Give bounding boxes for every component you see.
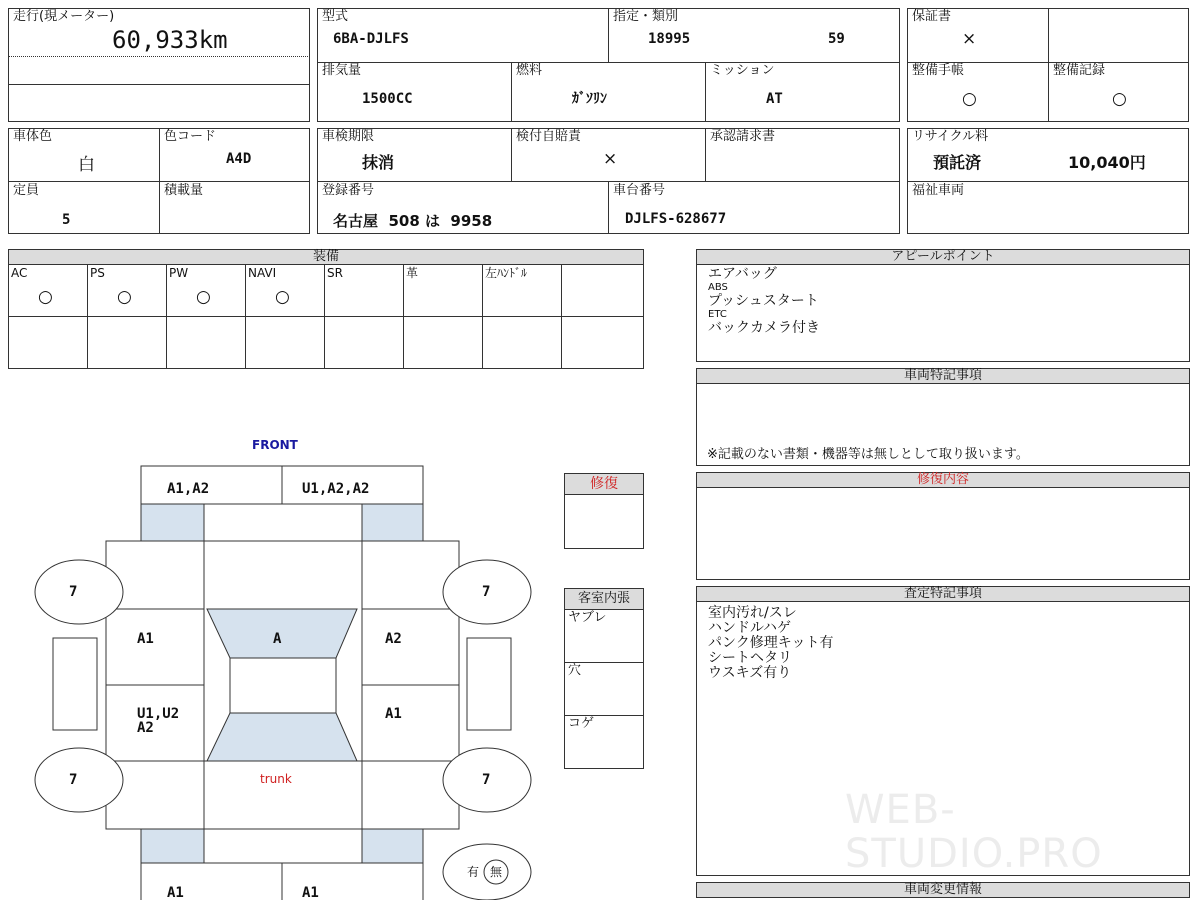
approval-label: 承認請求書 bbox=[710, 129, 776, 144]
displacement-label: 排気量 bbox=[322, 63, 362, 78]
color-code-label: 色コード bbox=[164, 129, 217, 144]
recycle-hline bbox=[907, 181, 1189, 182]
inspection-vline-3 bbox=[608, 181, 609, 234]
maintenance-book-value: ○ bbox=[962, 89, 977, 109]
chassis-value: DJLFS-628677 bbox=[625, 211, 727, 227]
tire-front-right-value: 7 bbox=[482, 584, 491, 600]
maintenance-book-label: 整備手帳 bbox=[912, 63, 965, 78]
left-front-door-damage: A1 bbox=[137, 631, 154, 647]
designation-label: 指定・類別 bbox=[613, 9, 679, 24]
appeal-item: ABS bbox=[708, 282, 728, 293]
equipment-col-divider bbox=[561, 264, 562, 369]
equipment-mark: ○ bbox=[117, 287, 132, 307]
trunk-label: trunk bbox=[260, 772, 292, 786]
mileage-value: 60,933km bbox=[112, 26, 228, 54]
interior-box bbox=[564, 609, 644, 769]
equipment-header: 装備 bbox=[8, 249, 644, 265]
recycle-amount: 10,040円 bbox=[1068, 153, 1146, 172]
equipment-label: NAVI bbox=[248, 266, 277, 280]
assessment-list bbox=[708, 606, 833, 681]
right-mirror bbox=[467, 638, 511, 730]
sunroof-yes: 有 bbox=[467, 865, 480, 879]
vehicle-notes-text: ※記載のない書類・機器等は無しとして取り扱います。 bbox=[707, 447, 1029, 462]
insurance-value: × bbox=[603, 149, 618, 169]
assessment-header: 査定特記事項 bbox=[696, 586, 1190, 602]
interior-row-hole: 穴 bbox=[568, 663, 582, 678]
watermark: WEB-STUDIO.PRO bbox=[845, 787, 1103, 877]
warranty-value: × bbox=[962, 29, 977, 49]
model-value: 6BA-DJLFS bbox=[333, 31, 409, 47]
inspection-value: 抹消 bbox=[362, 153, 395, 172]
appeal-item: ETC bbox=[708, 309, 727, 320]
warranty-label: 保証書 bbox=[912, 9, 952, 24]
equipment-mark: ○ bbox=[196, 287, 211, 307]
left-mirror bbox=[53, 638, 97, 730]
equipment-mark: ○ bbox=[38, 287, 53, 307]
rear-left-pillar bbox=[141, 829, 204, 863]
appeal-item: エアバッグ bbox=[708, 266, 777, 282]
left-rear-door-damage-2: A2 bbox=[137, 720, 154, 736]
left-rear-door-damage-1: U1,U2 bbox=[137, 706, 180, 722]
roof bbox=[230, 658, 336, 713]
registration-value: 名古屋 508 は 9958 bbox=[333, 212, 493, 230]
front-left-pillar bbox=[141, 504, 204, 541]
repair-content-box bbox=[696, 487, 1190, 580]
color-code-value: A4D bbox=[226, 151, 252, 167]
body-color-value: 白 bbox=[78, 155, 95, 175]
appeal-item: プッシュスタート bbox=[708, 293, 819, 309]
appeal-header: アピールポイント bbox=[696, 249, 1190, 265]
car-diagram bbox=[0, 0, 560, 900]
roof-damage: A bbox=[273, 631, 282, 647]
interior-row-burn: コゲ bbox=[568, 716, 595, 731]
transmission-label: ミッション bbox=[710, 63, 775, 78]
transmission-value: AT bbox=[766, 91, 783, 107]
model-vline-3 bbox=[705, 62, 706, 122]
model-vline-1 bbox=[608, 8, 609, 62]
assessment-item: ウスキズ有り bbox=[708, 665, 792, 681]
load-label: 積載量 bbox=[164, 183, 204, 198]
capacity-value: 5 bbox=[62, 212, 71, 228]
repair-box bbox=[564, 494, 644, 549]
capacity-label: 定員 bbox=[13, 183, 40, 198]
recycle-label: リサイクル料 bbox=[912, 129, 989, 144]
designation-value-1: 18995 bbox=[648, 31, 691, 47]
repair-content-header: 修復内容 bbox=[696, 472, 1190, 488]
equipment-label: 革 bbox=[406, 266, 419, 280]
warranty-vline bbox=[1048, 8, 1049, 122]
recycle-status: 預託済 bbox=[933, 153, 982, 172]
equipment-mark: ○ bbox=[275, 287, 290, 307]
maintenance-record-value: ○ bbox=[1112, 89, 1127, 109]
equipment-label: PW bbox=[169, 266, 189, 280]
assessment-item: ハンドルハゲ bbox=[708, 620, 792, 636]
assessment-item: 室内汚れ/スレ bbox=[708, 605, 797, 621]
rear-window bbox=[207, 713, 357, 761]
body-color-label: 車体色 bbox=[13, 129, 53, 144]
welfare-label: 福祉車両 bbox=[912, 183, 965, 198]
vehicle-notes-header: 車両特記事項 bbox=[696, 368, 1190, 384]
inspection-label: 車検期限 bbox=[322, 129, 375, 144]
rear-left-damage: A1 bbox=[167, 885, 184, 901]
tire-front-left bbox=[35, 560, 123, 624]
designation-value-2: 59 bbox=[828, 31, 845, 47]
front-right-damage: U1,A2,A2 bbox=[302, 481, 370, 497]
rear-right-damage: A1 bbox=[302, 885, 319, 901]
tire-front-left-value: 7 bbox=[69, 584, 78, 600]
interior-row-tear: ヤブレ bbox=[568, 610, 607, 625]
fuel-value: ｶﾞｿﾘﾝ bbox=[572, 91, 607, 107]
sunroof-no: 無 bbox=[490, 865, 503, 879]
equipment-label: SR bbox=[327, 266, 343, 280]
inspection-vline-2 bbox=[705, 128, 706, 181]
maintenance-record-label: 整備記録 bbox=[1053, 63, 1106, 78]
repair-header: 修復 bbox=[564, 473, 644, 495]
right-front-door-damage: A2 bbox=[385, 631, 402, 647]
interior-header: 客室内張 bbox=[564, 588, 644, 610]
assessment-item: パンク修理キット有 bbox=[708, 635, 834, 651]
front-left-damage: A1,A2 bbox=[167, 481, 210, 497]
fuel-label: 燃料 bbox=[516, 63, 543, 78]
windshield bbox=[207, 609, 357, 658]
equipment-label: AC bbox=[11, 266, 28, 280]
model-label: 型式 bbox=[322, 9, 349, 24]
equipment-label: 左ﾊﾝﾄﾞﾙ bbox=[485, 266, 528, 280]
tire-rear-left bbox=[35, 748, 123, 812]
registration-label: 登録番号 bbox=[322, 183, 375, 198]
insurance-label: 検付自賠責 bbox=[516, 129, 582, 144]
mileage-label: 走行(現メーター) bbox=[13, 9, 115, 24]
appeal-list bbox=[708, 266, 820, 336]
equipment-label: PS bbox=[90, 266, 105, 280]
sunroof-marker bbox=[443, 844, 531, 900]
tire-rear-left-value: 7 bbox=[69, 772, 78, 788]
tire-rear-right-value: 7 bbox=[482, 772, 491, 788]
displacement-value: 1500CC bbox=[362, 91, 413, 107]
right-rear-door-damage: A1 bbox=[385, 706, 402, 722]
appeal-item: バックカメラ付き bbox=[708, 320, 820, 336]
rear-right-pillar bbox=[362, 829, 423, 863]
change-info-header: 車両変更情報 bbox=[696, 882, 1190, 898]
assessment-item: シートヘタリ bbox=[708, 650, 792, 666]
front-right-pillar bbox=[362, 504, 423, 541]
front-label: FRONT bbox=[252, 438, 298, 452]
chassis-label: 車台番号 bbox=[613, 183, 666, 198]
